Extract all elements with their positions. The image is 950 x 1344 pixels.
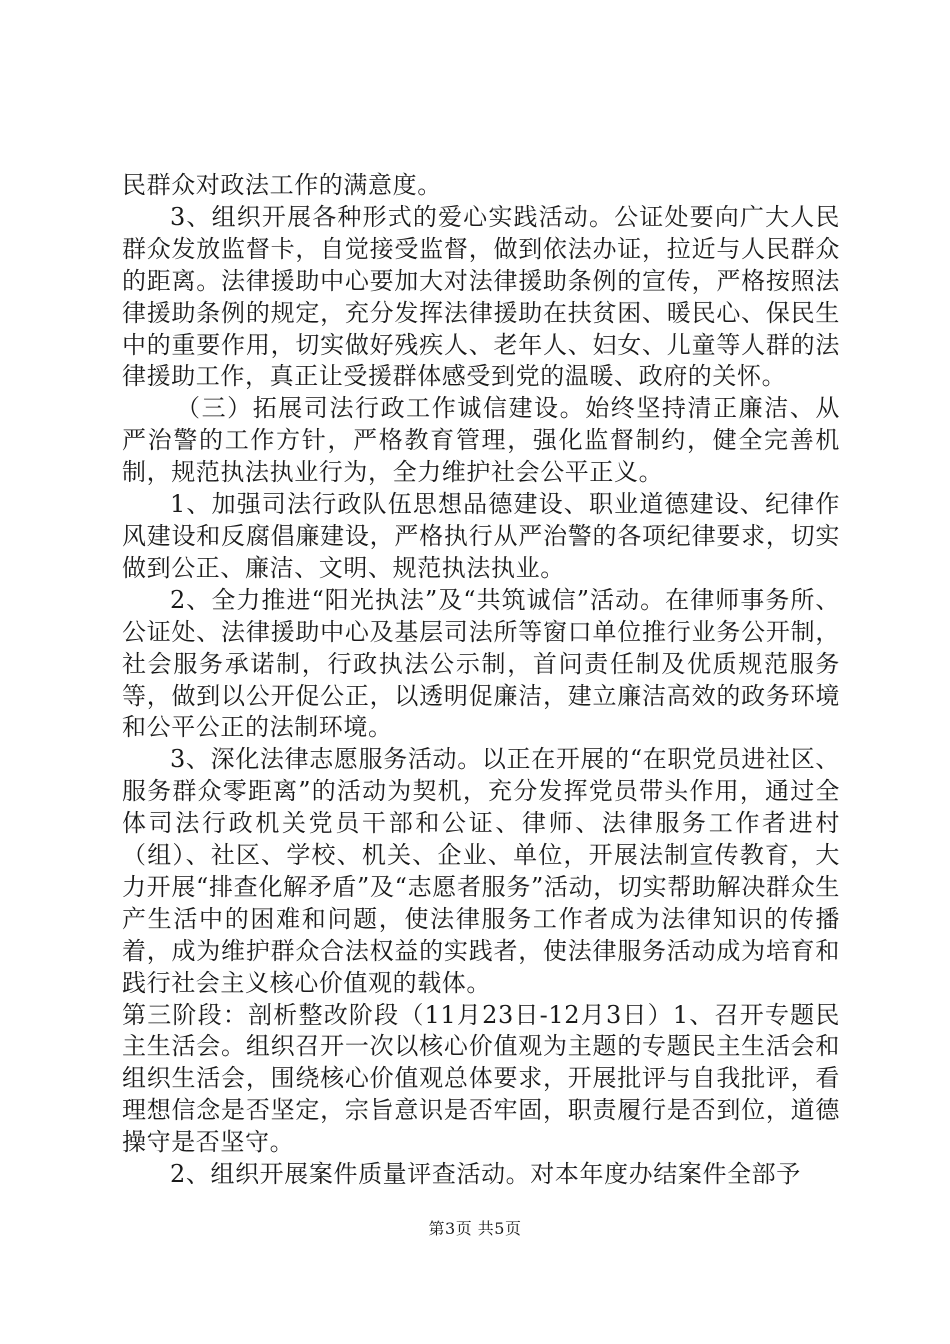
paragraph-stage-3: 第三阶段：剖析整改阶段（11月23日-12月3日）1、召开专题民主生活会。组织召开一次以核心价值观为主题的专题民主生活会和组织生活会，围绕核心价值观总体要求，开展批评与自我批评，看理想信念是否坚定，宗旨意识是否牢固，职责履行是否到位，道德操守是否坚守。 [122,1000,840,1157]
page-footer [0,1216,950,1239]
paragraph-item-2-case-review: 2、组织开展案件质量评查活动。对本年度办结案件全部予 [170,1160,801,1189]
paragraph-item-3-volunteer: 3、深化法律志愿服务活动。以正在开展的“在职党员进社区、服务群众零距离”的活动为契机，充分发挥党员带头作用，通过全体司法行政机关党员干部和公证、律师、法律服务工作者进村（组）、社区、学校、机关、企业、单位，开展法制宣传教育，大力开展“排查化解矛盾”及“志愿者服务”活动，切实帮助解决群众生产生活中的困难和问题，使法律服务工作者成为法律知识的传播着，成为维护群众合法权益的实践者，使法律服务活动成为培育和践行社会主义核心价值观的载体。 [122,745,840,997]
page-number: 第3页 共5页 [428,1219,522,1238]
paragraph-item-2-sunshine-law: 2、全力推进“阳光执法”及“共筑诚信”活动。在律师事务所、公证处、法律援助中心及基层司法所等窗口单位推行业务公开制，社会服务承诺制，行政执法公示制，首问责任制及优质规范服务等，做到以公开促公正，以透明促廉洁，建立廉洁高效的政务环境和公平公正的法制环境。 [122,585,840,742]
paragraph-item-1-team-building: 1、加强司法行政队伍思想品德建设、职业道德建设、纪律作风建设和反腐倡廉建设，严格执行从严治警的各项纪律要求，切实做到公正、廉洁、文明、规范执法执业。 [122,490,840,582]
paragraph-continuation: 民群众对政法工作的满意度。 [122,171,442,199]
document-body [122,170,840,1191]
paragraph-item-3-love-practice: 3、组织开展各种形式的爱心实践活动。公证处要向广大人民群众发放监督卡，自觉接受监督，做到依法办证，拉近与人民群众的距离。法律援助中心要加大对法律援助条例的宣传，严格按照法律援助条例的规定，充分发挥法律援助在扶贫困、暖民心、保民生中的重要作用，切实做好残疾人、老年人、妇女、儿童等人群的法律援助工作，真正让受援群体感受到党的温暖、政府的关怀。 [122,202,840,391]
paragraph-section-3-integrity: （三）拓展司法行政工作诚信建设。始终坚持清正廉洁、从严治警的工作方针，严格教育管理，强化监督制约，健全完善机制，规范执法执业行为，全力维护社会公平正义。 [122,394,840,487]
